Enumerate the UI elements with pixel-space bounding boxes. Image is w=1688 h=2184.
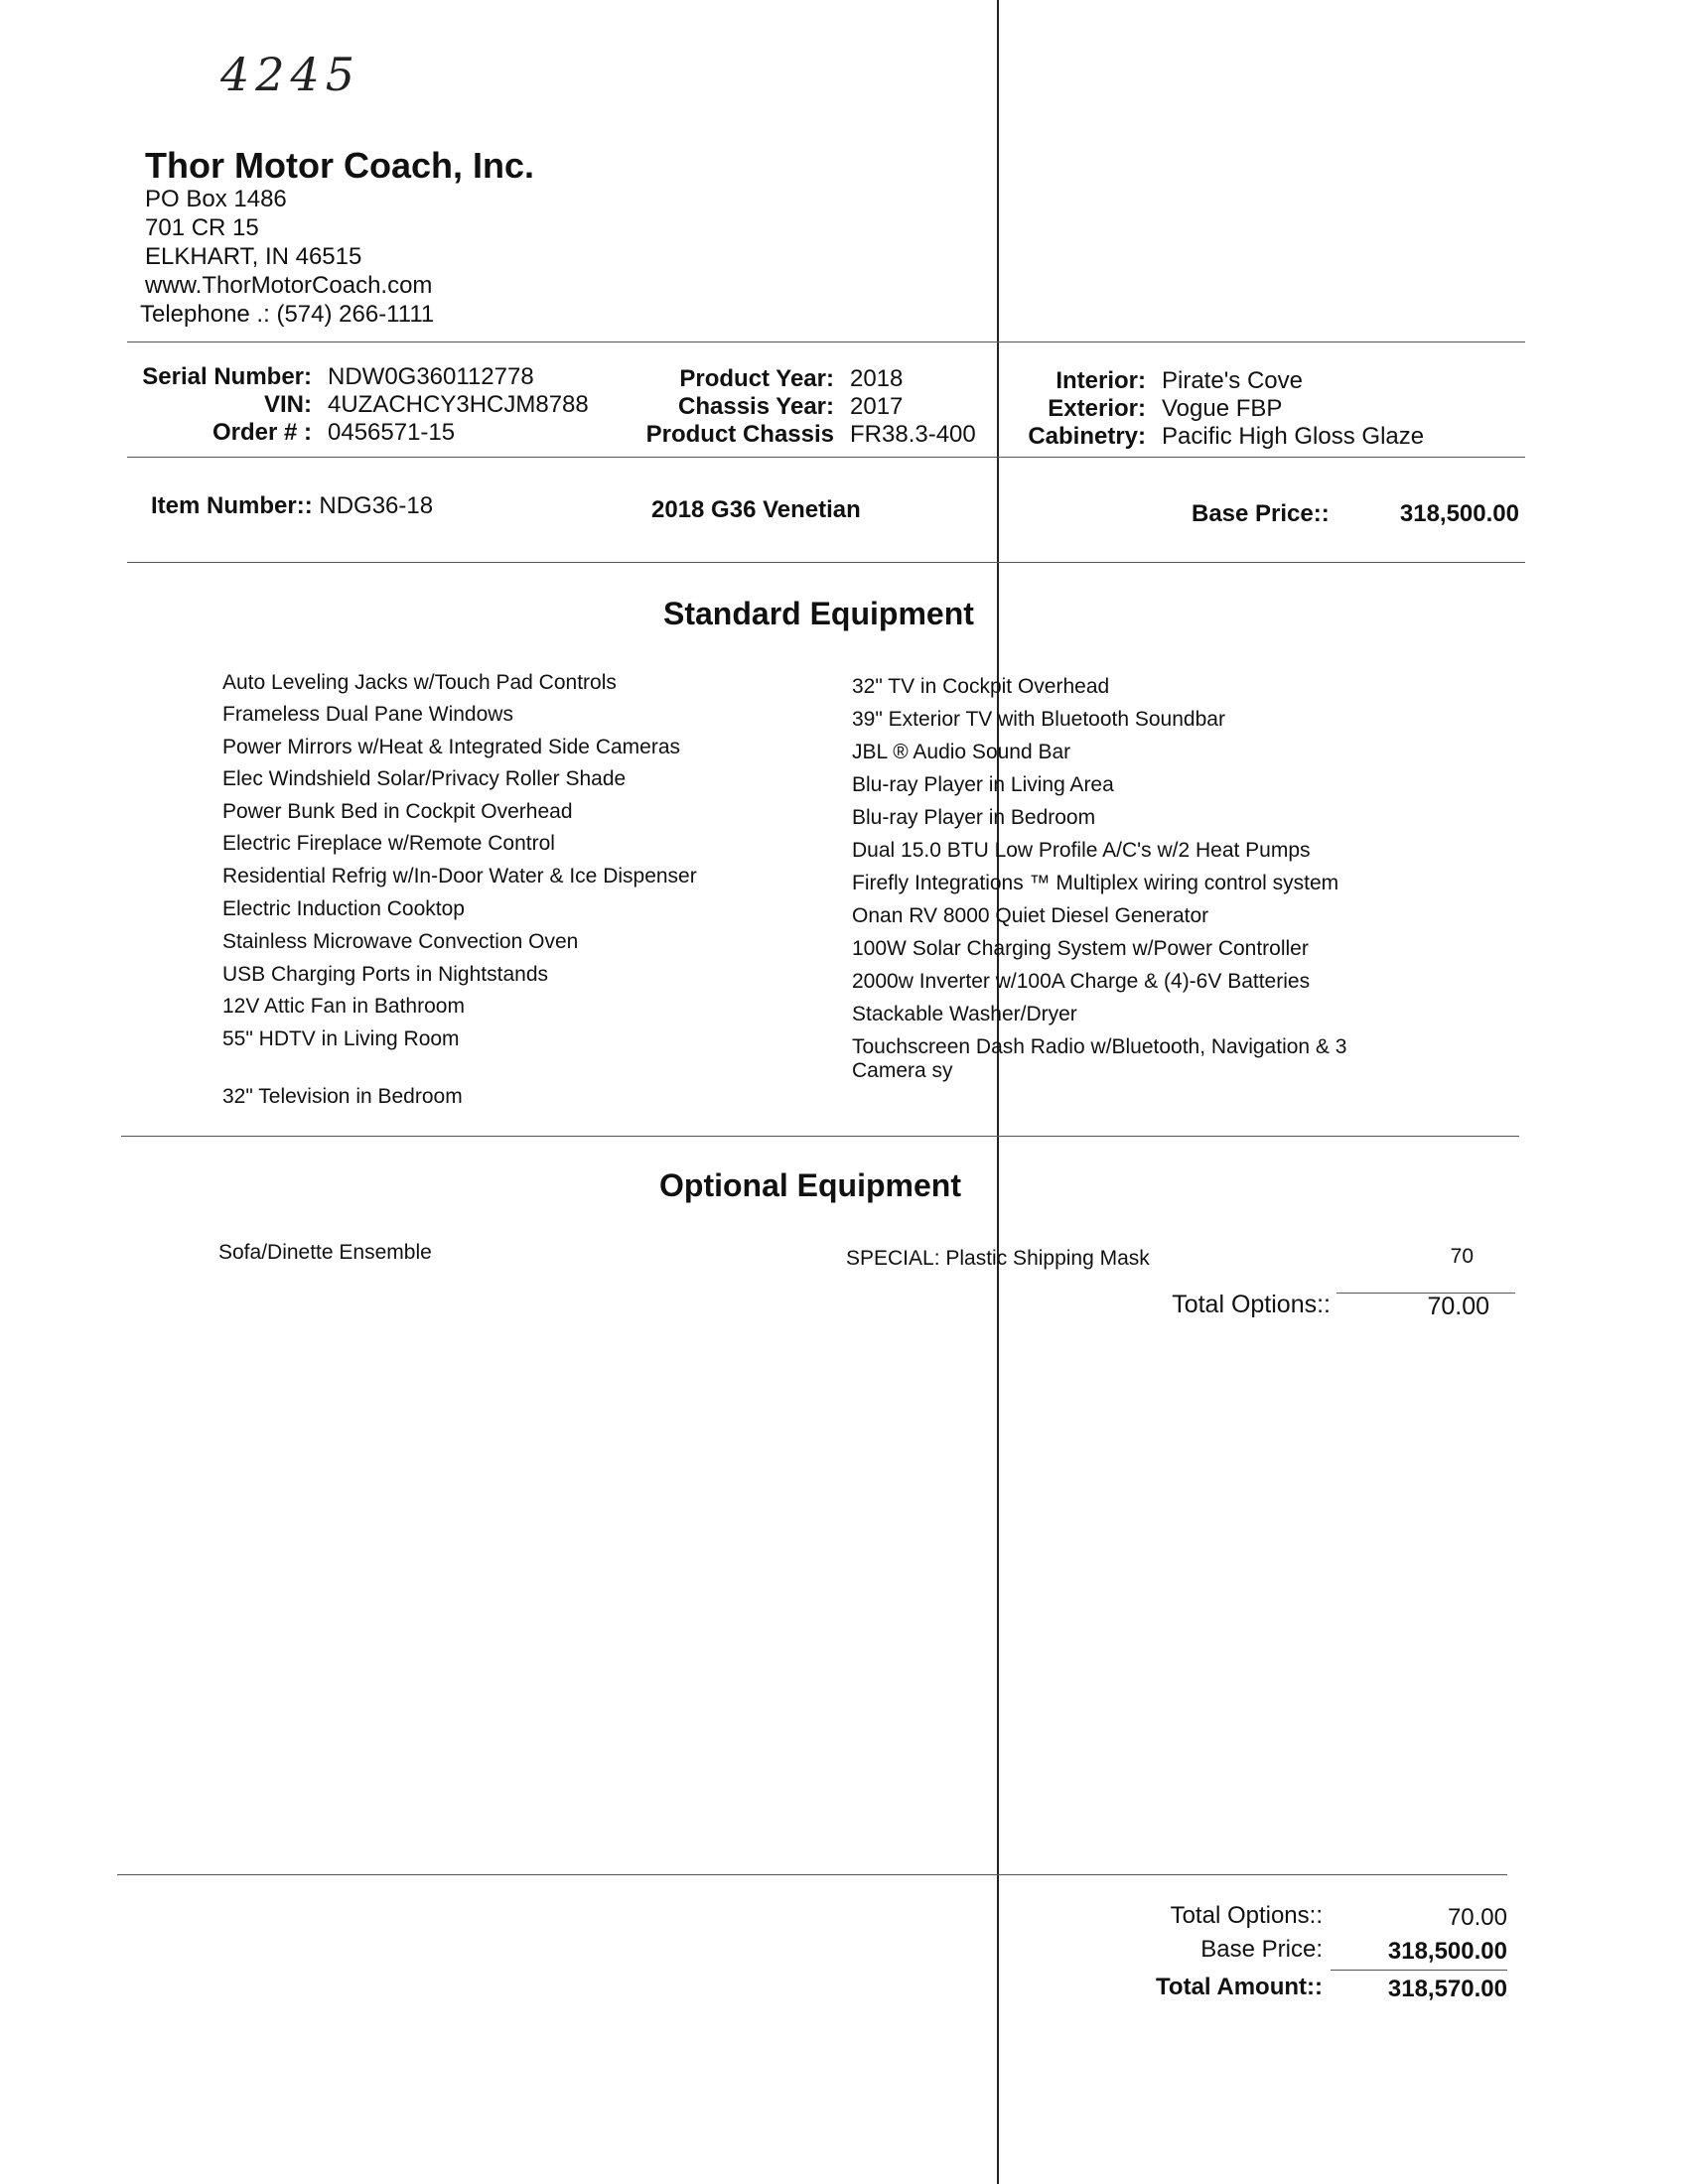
summary-options-label: Total Options::: [1170, 1902, 1323, 1929]
order-label: Order # :: [211, 419, 312, 446]
product-chassis-label: Product Chassis: [645, 421, 834, 448]
std-equip-right-item: Stackable Washer/Dryer: [852, 1003, 1077, 1025]
std-equip-left-item: 12V Attic Fan in Bathroom: [222, 995, 465, 1018]
model-name: 2018 G36 Venetian: [651, 496, 861, 523]
std-equip-left-item: Power Mirrors w/Heat & Integrated Side Cameras: [222, 736, 681, 758]
std-equip-right-item: 2000w Inverter w/100A Charge & (4)-6V Batteries: [852, 970, 1311, 993]
total-amount-label: Total Amount::: [1156, 1974, 1323, 2000]
optional-equipment-title: Optional Equipment: [659, 1167, 961, 1203]
chassis-year-label: Chassis Year:: [678, 393, 834, 420]
exterior-value: Vogue FBP: [1162, 395, 1283, 422]
std-equip-left-item: Electric Induction Cooktop: [222, 897, 465, 920]
serial-value: NDW0G360112778: [328, 363, 534, 390]
item-number-value: NDG36-18: [319, 492, 434, 519]
serial-label: Serial Number:: [142, 363, 312, 390]
divider: [127, 457, 1525, 458]
interior-value: Pirate's Cove: [1162, 367, 1303, 394]
std-equip-left-item: Power Bunk Bed in Cockpit Overhead: [222, 800, 573, 823]
product-chassis-value: FR38.3-400: [850, 421, 976, 448]
std-equip-right-item: 32" TV in Cockpit Overhead: [852, 675, 1110, 698]
item-number-label: Item Number::: [151, 492, 313, 519]
chassis-year-value: 2017: [850, 393, 904, 420]
exterior-label: Exterior:: [1048, 395, 1146, 422]
vin-value: 4UZACHCY3HCJM8788: [328, 391, 589, 418]
std-equip-right-item: Onan RV 8000 Quiet Diesel Generator: [852, 904, 1209, 927]
cabinetry-value: Pacific High Gloss Glaze: [1162, 423, 1425, 450]
vin-label: VIN:: [264, 391, 312, 418]
telephone-number: (574) 266-1111: [276, 301, 435, 328]
std-equip-left-item: Electric Fireplace w/Remote Control: [222, 832, 555, 855]
address-line-3: ELKHART, IN 46515: [145, 243, 362, 270]
divider: [127, 341, 1525, 342]
cabinetry-label: Cabinetry:: [1028, 423, 1146, 450]
base-price-value: 318,500.00: [1399, 500, 1519, 527]
product-year-label: Product Year:: [679, 365, 834, 392]
std-equip-left-item: 55" HDTV in Living Room: [222, 1027, 460, 1050]
divider: [117, 1874, 1507, 1875]
summary-base-price-label: Base Price:: [1200, 1936, 1323, 1963]
optional-right-item: SPECIAL: Plastic Shipping Mask: [846, 1247, 1150, 1270]
total-underline: [1331, 1970, 1507, 1971]
optional-item-price: 70: [1450, 1245, 1474, 1268]
divider: [127, 562, 1525, 563]
std-equip-left-item: USB Charging Ports in Nightstands: [222, 963, 548, 986]
std-equip-left-item: Elec Windshield Solar/Privacy Roller Shade: [222, 767, 627, 790]
company-name: Thor Motor Coach, Inc.: [145, 145, 534, 186]
std-equip-right-item: Blu-ray Player in Bedroom: [852, 806, 1096, 829]
std-equip-right-item: Camera sy: [852, 1059, 953, 1082]
std-equip-right-item: Touchscreen Dash Radio w/Bluetooth, Navigation & 3: [852, 1035, 1347, 1058]
std-equip-right-item: 39" Exterior TV with Bluetooth Soundbar: [852, 708, 1225, 731]
summary-base-price-value: 318,500.00: [1387, 1938, 1507, 1965]
optional-total-label: Total Options::: [1172, 1291, 1331, 1318]
base-price-label: Base Price::: [1192, 500, 1330, 527]
address-line-2: 701 CR 15: [145, 214, 259, 241]
scan-artifact-line: [997, 0, 999, 2184]
std-equip-left-item: Auto Leveling Jacks w/Touch Pad Controls: [222, 671, 617, 694]
address-line-1: PO Box 1486: [145, 186, 287, 212]
optional-total-value: 70.00: [1427, 1293, 1489, 1320]
order-value: 0456571-15: [328, 419, 456, 446]
std-equip-left-item: 32" Television in Bedroom: [222, 1085, 463, 1108]
std-equip-left-item: Stainless Microwave Convection Oven: [222, 930, 579, 953]
optional-left-item: Sofa/Dinette Ensemble: [218, 1241, 432, 1264]
interior-label: Interior:: [1055, 367, 1146, 394]
product-year-value: 2018: [850, 365, 904, 392]
summary-options-value: 70.00: [1447, 1904, 1507, 1931]
divider: [121, 1136, 1519, 1137]
total-amount-value: 318,570.00: [1387, 1976, 1507, 2002]
company-website: www.ThorMotorCoach.com: [145, 272, 433, 299]
std-equip-right-item: Blu-ray Player in Living Area: [852, 773, 1114, 796]
handwritten-note: 4245: [220, 48, 361, 101]
item-number-row: [151, 492, 433, 520]
telephone-label: Telephone .:: [140, 301, 270, 328]
std-equip-right-item: Firefly Integrations ™ Multiplex wiring control system: [852, 872, 1339, 894]
std-equip-right-item: JBL ® Audio Sound Bar: [852, 741, 1071, 763]
std-equip-right-item: Dual 15.0 BTU Low Profile A/C's w/2 Heat Pumps: [852, 839, 1311, 862]
std-equip-left-item: Residential Refrig w/In-Door Water & Ice Dispenser: [222, 865, 697, 887]
standard-equipment-title: Standard Equipment: [663, 596, 974, 631]
std-equip-right-item: 100W Solar Charging System w/Power Controller: [852, 937, 1309, 960]
telephone-row: [140, 300, 434, 329]
std-equip-left-item: Frameless Dual Pane Windows: [222, 703, 513, 726]
